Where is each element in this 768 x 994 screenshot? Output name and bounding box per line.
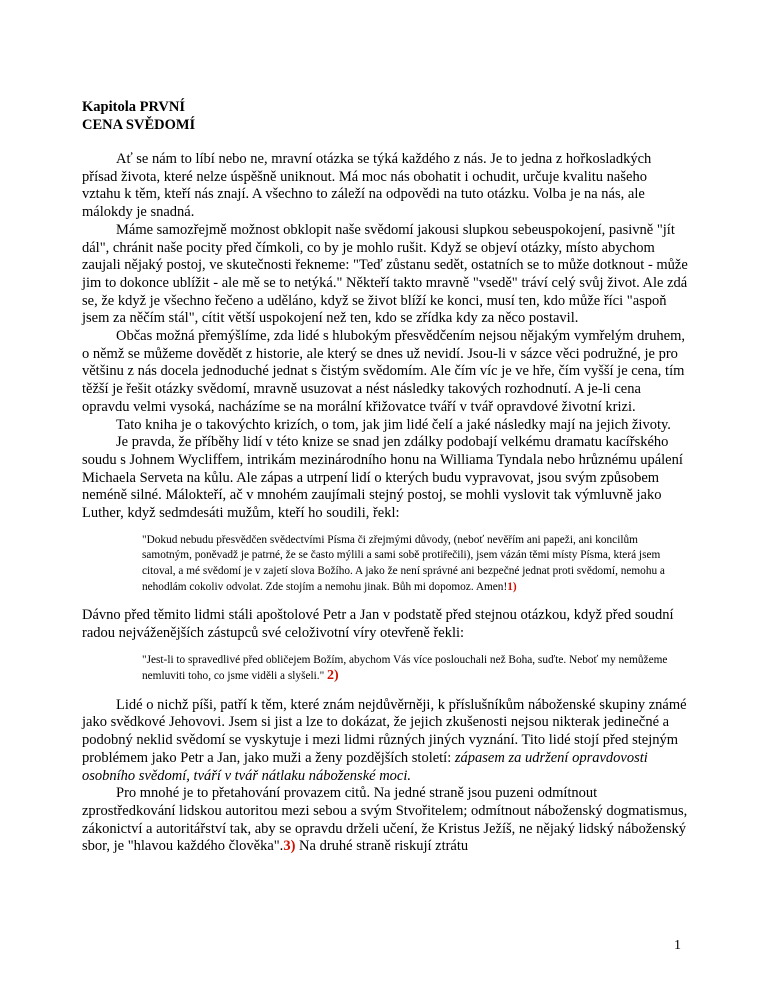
paragraph-apostles: Dávno před těmito lidmi stáli apoštolové Petr a Jan v podstatě před stejnou otázkou, když před soudní radou nejváženějších zástupců své celoživotní víry otevřeně řekli: <box>82 607 674 641</box>
paragraph-witnesses-emphasis: zápasem za udržení opravdovosti osobního svědomí, tváří v tvář nátlaku náboženské moci. <box>82 749 648 784</box>
paragraph-2: Máme samozřejmě možnost obklopit naše svědomí jakousi slupkou sebeuspokojení, pasivně "jít dál", chránit naše pocity před čímkoli, co by je mohlo rušit. Když se objeví otázky, místo abychom zaujali nějaký postoj, ve skutečnosti řekneme: "Teď zůstanu sedět, ostatních se to může dotknout - může jim to dokonce ublížit - ale mě se to netýká." Někteří takto mravně "vsedě" tráví celý svůj život. Ale zdá se, že když je všechno řečeno a uděláno, když se život blíží ke konci, musí ten, kdo může říci "aspoň jsem za něčím stál", cítit větší uspokojení než ten, kdo se zřídka kdy za něco postavil. <box>82 221 688 327</box>
footnote-ref-2[interactable]: 2) <box>327 668 339 684</box>
paragraph-4: Tato kniha je o takovýchto krizích, o tom, jak jim lidé čelí a jaké následky mají na jejich životy. <box>116 416 671 433</box>
luther-quote-text: "Dokud nebudu přesvědčen svědectvími Písma či zřejmými důvody, (neboť nevěřím ani papeži, ani koncilům samotným, poněvadž je patrné, že se často mýlili a sami sobě protiřečili), jsem vázán těmi místy Písma, která jsem citoval, a mé svědomí je v zajetí slova Božího. A jako že není správné ani bezpečné jednat proti svědomí, nemohu a nehodlám cokoliv odvolat. Zde stojím a nemohu jinak. Bůh mi dopomoz. Amen! <box>142 533 665 593</box>
page-number: 1 <box>674 938 681 953</box>
apostles-quote-text: "Jest-li to spravedlivé před obličejem Božím, abychom Vás více poslouchali než Boha, suďte. Neboť my nemůžeme nemluviti toho, co jsme viděli a slyšeli." <box>142 653 668 683</box>
apostles-quote <box>142 653 688 685</box>
paragraph-3: Občas možná přemýšlíme, zda lidé s hlubokým přesvědčením nejsou nějakým vymřelým druhem, o němž se můžeme dovědět z historie, ale který se dnes už nevidí. Jsou-li v sázce věci podružné, je pro většinu z nás docela jednoduché jednat s čistým svědomím. Ale čím víc je ve hře, čím vyšší je cena, tím těžší je řešit otázky svědomí, mravně usuzovat a nést následky takových rozhodnutí. A je-li cena opravdu velmi vysoká, nacházíme se na morální křižovatce tváří v tvář opravdové životní krizi. <box>82 328 685 415</box>
footnote-ref-3[interactable]: 3) <box>283 838 296 855</box>
chapter-title: CENA SVĚDOMÍ <box>82 117 196 133</box>
paragraph-witnesses <box>82 697 688 786</box>
paragraph-last-text: Pro mnohé je to přetahování provazem citů. Na jedné straně jsou puzeni odmítnout zprostředkování lidskou autoritou mezi sebou a svým Stvořitelem; odmítnout náboženský dogmatismus, zákonictví a autoritářství tak, aby se opravdu drželi učení, že Kristus Ježíš, ne nějaký lidský náboženský sbor, je "hlavou každého člověka". <box>82 785 688 855</box>
paragraph-last-tail: Na druhé straně riskují ztrátu <box>295 838 469 855</box>
luther-quote <box>142 533 688 595</box>
document-page <box>82 98 688 856</box>
paragraph-last <box>82 785 688 856</box>
paragraph-5: Je pravda, že příběhy lidí v této knize se snad jen zdálky podobají velkému dramatu kacířského soudu s Johnem Wycliffem, intrikám mezinárodního honu na Williama Tyndala nebo hrůznému upálení Michaela Serveta na kůlu. Ale zápas a utrpení lidí o kterých budu vypravovat, jsou svým způsobem neméně silné. Málokteří, ač v mnohém zaujímali stejný postoj, se mohli vyslovit tak výmluvně jako Luther, když sedmdesáti mužům, kteří ho soudili, řekl: <box>82 434 683 522</box>
footnote-ref-1[interactable]: 1) <box>507 580 517 593</box>
paragraph-witnesses-text: Lidé o nichž píši, patří k těm, které znám nejdůvěrněji, k příslušníkům náboženské skupiny známé jako svědkové Jehovovi. Jsem si jist a lze to dokázat, že jejich zkušenosti nejsou nikterak jedinečné a podobný neklid svědomí se vyskytuje i mezi lidmi různých jiných vyznání. Tito lidé stojí před stejným problémem jako Petr a Jan, jako muži a ženy pozdějších století: <box>82 696 687 766</box>
paragraph-1: Ať se nám to líbí nebo ne, mravní otázka se týká každého z nás. Je to jedna z hořkosladkých přísad života, které nelze úspěšně uniknout. Má moc nás obohatit i ochudit, určuje kvalitu našeho vztahu k těm, kteří nás znají. A všechno to záleží na odpovědi na tuto otázku. Volba je na nás, ale málokdy je snadná. <box>82 151 652 221</box>
chapter-label: Kapitola PRVNÍ <box>82 99 186 115</box>
